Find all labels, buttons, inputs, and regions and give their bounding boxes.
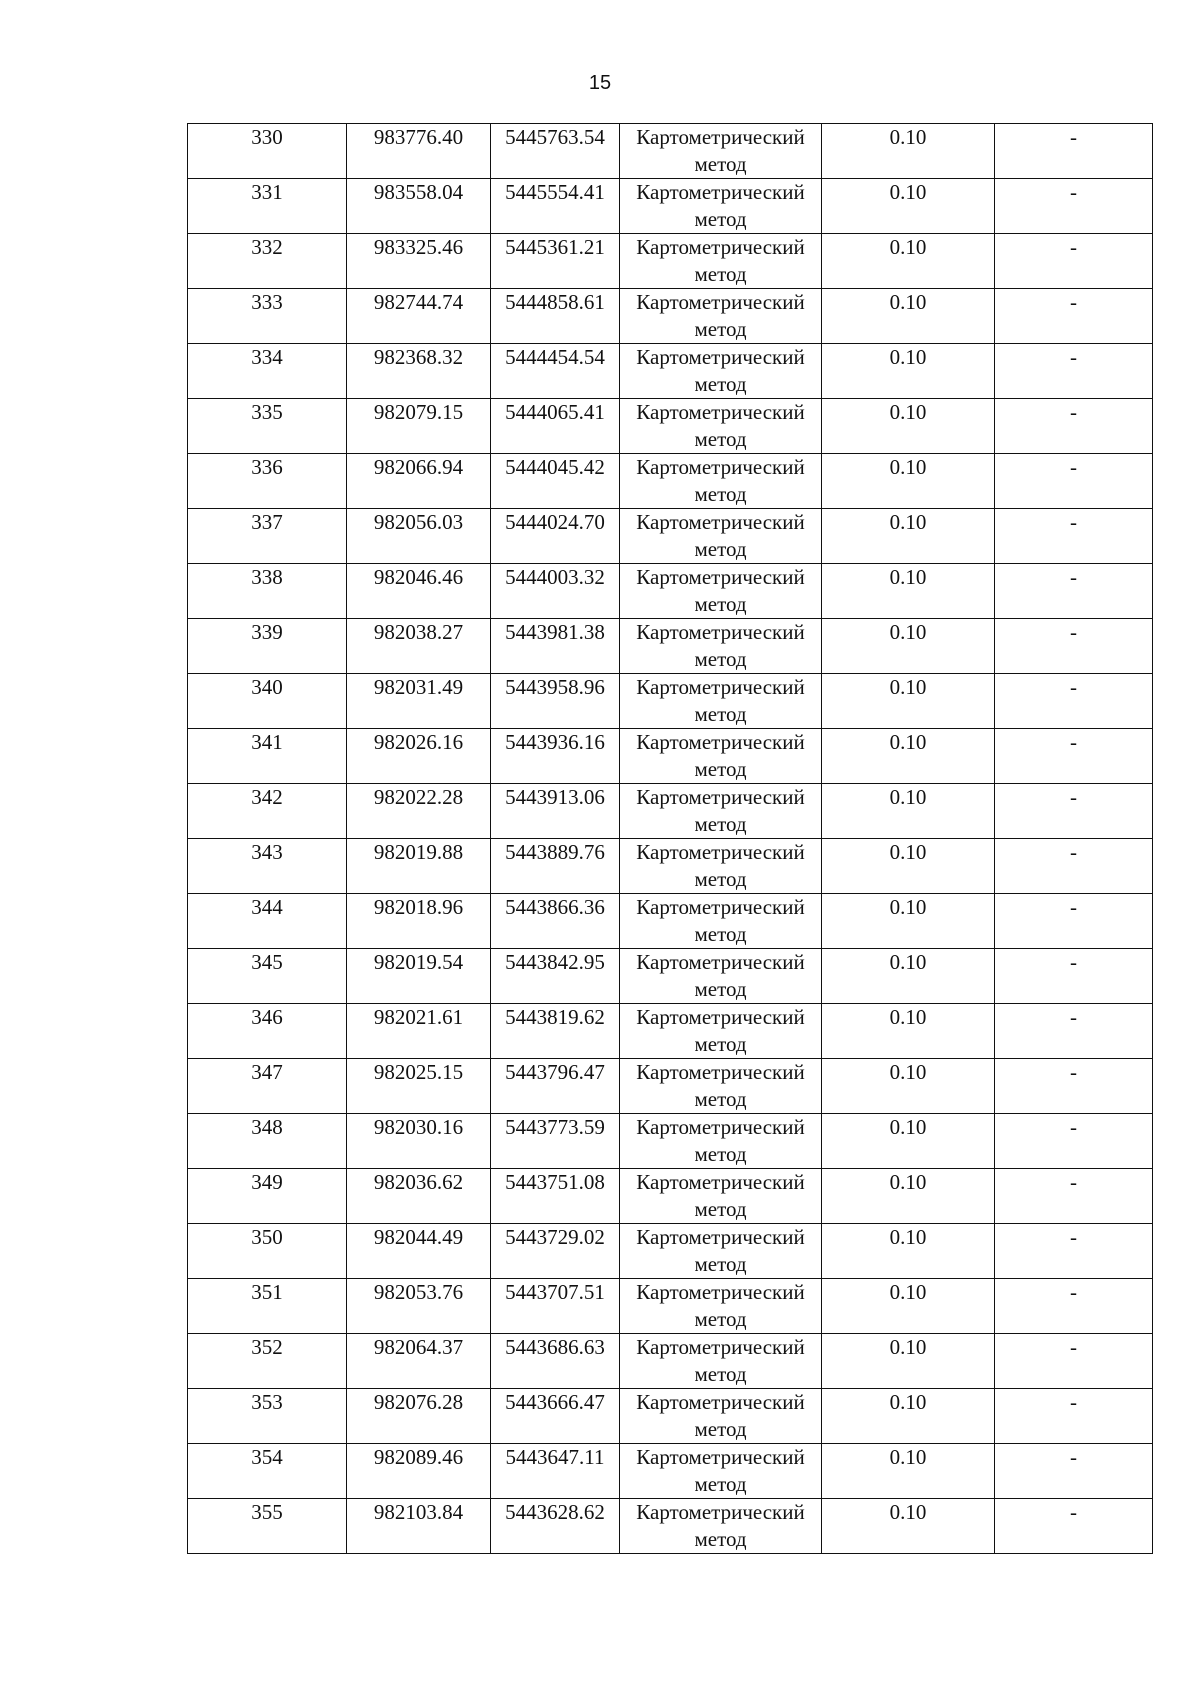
table-row bbox=[188, 1389, 1153, 1444]
accuracy-cell: 0.10 bbox=[822, 564, 995, 619]
table-row bbox=[188, 1444, 1153, 1499]
x-coordinate-cell: 982056.03 bbox=[347, 509, 491, 564]
note-cell: - bbox=[995, 1444, 1153, 1499]
y-coordinate-cell: 5443707.51 bbox=[491, 1279, 620, 1334]
method-cell: Картометрический метод bbox=[620, 454, 822, 509]
point-number-cell: 334 bbox=[188, 344, 347, 399]
point-number-cell: 336 bbox=[188, 454, 347, 509]
point-number-cell: 335 bbox=[188, 399, 347, 454]
note-cell: - bbox=[995, 1279, 1153, 1334]
method-cell: Картометрический метод bbox=[620, 1224, 822, 1279]
table-row bbox=[188, 124, 1153, 179]
x-coordinate-cell: 982026.16 bbox=[347, 729, 491, 784]
y-coordinate-cell: 5443751.08 bbox=[491, 1169, 620, 1224]
method-cell: Картометрический метод bbox=[620, 1444, 822, 1499]
method-cell: Картометрический метод bbox=[620, 894, 822, 949]
y-coordinate-cell: 5443889.76 bbox=[491, 839, 620, 894]
y-coordinate-cell: 5443819.62 bbox=[491, 1004, 620, 1059]
note-cell: - bbox=[995, 894, 1153, 949]
x-coordinate-cell: 982064.37 bbox=[347, 1334, 491, 1389]
table-row bbox=[188, 289, 1153, 344]
page-number: 15 bbox=[588, 72, 612, 94]
y-coordinate-cell: 5443913.06 bbox=[491, 784, 620, 839]
table-row bbox=[188, 949, 1153, 1004]
note-cell: - bbox=[995, 619, 1153, 674]
accuracy-cell: 0.10 bbox=[822, 344, 995, 399]
note-cell: - bbox=[995, 564, 1153, 619]
point-number-cell: 341 bbox=[188, 729, 347, 784]
method-cell: Картометрический метод bbox=[620, 1169, 822, 1224]
x-coordinate-cell: 982046.46 bbox=[347, 564, 491, 619]
y-coordinate-cell: 5445554.41 bbox=[491, 179, 620, 234]
method-cell: Картометрический метод bbox=[620, 124, 822, 179]
point-number-cell: 332 bbox=[188, 234, 347, 289]
method-cell: Картометрический метод bbox=[620, 399, 822, 454]
point-number-cell: 330 bbox=[188, 124, 347, 179]
x-coordinate-cell: 983558.04 bbox=[347, 179, 491, 234]
point-number-cell: 340 bbox=[188, 674, 347, 729]
note-cell: - bbox=[995, 344, 1153, 399]
point-number-cell: 349 bbox=[188, 1169, 347, 1224]
method-cell: Картометрический метод bbox=[620, 1279, 822, 1334]
note-cell: - bbox=[995, 234, 1153, 289]
x-coordinate-cell: 982053.76 bbox=[347, 1279, 491, 1334]
y-coordinate-cell: 5443647.11 bbox=[491, 1444, 620, 1499]
table-row bbox=[188, 1224, 1153, 1279]
method-cell: Картометрический метод bbox=[620, 1059, 822, 1114]
accuracy-cell: 0.10 bbox=[822, 509, 995, 564]
table-row bbox=[188, 1114, 1153, 1169]
accuracy-cell: 0.10 bbox=[822, 839, 995, 894]
accuracy-cell: 0.10 bbox=[822, 1059, 995, 1114]
method-cell: Картометрический метод bbox=[620, 949, 822, 1004]
point-number-cell: 337 bbox=[188, 509, 347, 564]
table-row bbox=[188, 839, 1153, 894]
note-cell: - bbox=[995, 949, 1153, 1004]
x-coordinate-cell: 982368.32 bbox=[347, 344, 491, 399]
note-cell: - bbox=[995, 784, 1153, 839]
y-coordinate-cell: 5443796.47 bbox=[491, 1059, 620, 1114]
table-row bbox=[188, 234, 1153, 289]
x-coordinate-cell: 982044.49 bbox=[347, 1224, 491, 1279]
y-coordinate-cell: 5443666.47 bbox=[491, 1389, 620, 1444]
table-row bbox=[188, 619, 1153, 674]
point-number-cell: 353 bbox=[188, 1389, 347, 1444]
coordinates-table bbox=[187, 123, 1153, 1554]
method-cell: Картометрический метод bbox=[620, 234, 822, 289]
x-coordinate-cell: 982038.27 bbox=[347, 619, 491, 674]
table-row bbox=[188, 1334, 1153, 1389]
table-row bbox=[188, 894, 1153, 949]
accuracy-cell: 0.10 bbox=[822, 124, 995, 179]
accuracy-cell: 0.10 bbox=[822, 399, 995, 454]
x-coordinate-cell: 982019.88 bbox=[347, 839, 491, 894]
y-coordinate-cell: 5443686.63 bbox=[491, 1334, 620, 1389]
table-row bbox=[188, 1059, 1153, 1114]
method-cell: Картометрический метод bbox=[620, 179, 822, 234]
point-number-cell: 355 bbox=[188, 1499, 347, 1554]
x-coordinate-cell: 982018.96 bbox=[347, 894, 491, 949]
method-cell: Картометрический метод bbox=[620, 1004, 822, 1059]
accuracy-cell: 0.10 bbox=[822, 1334, 995, 1389]
point-number-cell: 338 bbox=[188, 564, 347, 619]
x-coordinate-cell: 982030.16 bbox=[347, 1114, 491, 1169]
y-coordinate-cell: 5444024.70 bbox=[491, 509, 620, 564]
method-cell: Картометрический метод bbox=[620, 619, 822, 674]
accuracy-cell: 0.10 bbox=[822, 234, 995, 289]
note-cell: - bbox=[995, 1499, 1153, 1554]
point-number-cell: 344 bbox=[188, 894, 347, 949]
note-cell: - bbox=[995, 1169, 1153, 1224]
accuracy-cell: 0.10 bbox=[822, 289, 995, 344]
table-row bbox=[188, 399, 1153, 454]
table-row bbox=[188, 344, 1153, 399]
point-number-cell: 339 bbox=[188, 619, 347, 674]
point-number-cell: 348 bbox=[188, 1114, 347, 1169]
y-coordinate-cell: 5444065.41 bbox=[491, 399, 620, 454]
method-cell: Картометрический метод bbox=[620, 1114, 822, 1169]
y-coordinate-cell: 5443981.38 bbox=[491, 619, 620, 674]
note-cell: - bbox=[995, 729, 1153, 784]
method-cell: Картометрический метод bbox=[620, 674, 822, 729]
method-cell: Картометрический метод bbox=[620, 509, 822, 564]
y-coordinate-cell: 5443866.36 bbox=[491, 894, 620, 949]
y-coordinate-cell: 5443936.16 bbox=[491, 729, 620, 784]
accuracy-cell: 0.10 bbox=[822, 1279, 995, 1334]
point-number-cell: 333 bbox=[188, 289, 347, 344]
note-cell: - bbox=[995, 454, 1153, 509]
method-cell: Картометрический метод bbox=[620, 784, 822, 839]
table-row bbox=[188, 1004, 1153, 1059]
x-coordinate-cell: 982076.28 bbox=[347, 1389, 491, 1444]
accuracy-cell: 0.10 bbox=[822, 674, 995, 729]
note-cell: - bbox=[995, 509, 1153, 564]
y-coordinate-cell: 5443628.62 bbox=[491, 1499, 620, 1554]
method-cell: Картометрический метод bbox=[620, 729, 822, 784]
x-coordinate-cell: 982022.28 bbox=[347, 784, 491, 839]
point-number-cell: 331 bbox=[188, 179, 347, 234]
table-row bbox=[188, 784, 1153, 839]
y-coordinate-cell: 5444454.54 bbox=[491, 344, 620, 399]
method-cell: Картометрический метод bbox=[620, 344, 822, 399]
note-cell: - bbox=[995, 1389, 1153, 1444]
note-cell: - bbox=[995, 839, 1153, 894]
method-cell: Картометрический метод bbox=[620, 289, 822, 344]
x-coordinate-cell: 983776.40 bbox=[347, 124, 491, 179]
accuracy-cell: 0.10 bbox=[822, 1169, 995, 1224]
y-coordinate-cell: 5443958.96 bbox=[491, 674, 620, 729]
y-coordinate-cell: 5444045.42 bbox=[491, 454, 620, 509]
y-coordinate-cell: 5443773.59 bbox=[491, 1114, 620, 1169]
table-row bbox=[188, 729, 1153, 784]
accuracy-cell: 0.10 bbox=[822, 784, 995, 839]
table-row bbox=[188, 454, 1153, 509]
method-cell: Картометрический метод bbox=[620, 1334, 822, 1389]
note-cell: - bbox=[995, 1004, 1153, 1059]
accuracy-cell: 0.10 bbox=[822, 1114, 995, 1169]
table-row bbox=[188, 179, 1153, 234]
point-number-cell: 346 bbox=[188, 1004, 347, 1059]
note-cell: - bbox=[995, 1334, 1153, 1389]
accuracy-cell: 0.10 bbox=[822, 729, 995, 784]
point-number-cell: 352 bbox=[188, 1334, 347, 1389]
accuracy-cell: 0.10 bbox=[822, 619, 995, 674]
x-coordinate-cell: 983325.46 bbox=[347, 234, 491, 289]
y-coordinate-cell: 5443729.02 bbox=[491, 1224, 620, 1279]
accuracy-cell: 0.10 bbox=[822, 1444, 995, 1499]
coordinates-table-body bbox=[188, 124, 1153, 1554]
y-coordinate-cell: 5445763.54 bbox=[491, 124, 620, 179]
note-cell: - bbox=[995, 289, 1153, 344]
note-cell: - bbox=[995, 399, 1153, 454]
y-coordinate-cell: 5443842.95 bbox=[491, 949, 620, 1004]
x-coordinate-cell: 982744.74 bbox=[347, 289, 491, 344]
accuracy-cell: 0.10 bbox=[822, 1499, 995, 1554]
point-number-cell: 345 bbox=[188, 949, 347, 1004]
accuracy-cell: 0.10 bbox=[822, 949, 995, 1004]
method-cell: Картометрический метод bbox=[620, 1499, 822, 1554]
note-cell: - bbox=[995, 179, 1153, 234]
note-cell: - bbox=[995, 674, 1153, 729]
note-cell: - bbox=[995, 1114, 1153, 1169]
x-coordinate-cell: 982025.15 bbox=[347, 1059, 491, 1114]
point-number-cell: 347 bbox=[188, 1059, 347, 1114]
y-coordinate-cell: 5444858.61 bbox=[491, 289, 620, 344]
accuracy-cell: 0.10 bbox=[822, 179, 995, 234]
point-number-cell: 350 bbox=[188, 1224, 347, 1279]
note-cell: - bbox=[995, 1224, 1153, 1279]
point-number-cell: 354 bbox=[188, 1444, 347, 1499]
accuracy-cell: 0.10 bbox=[822, 894, 995, 949]
note-cell: - bbox=[995, 1059, 1153, 1114]
accuracy-cell: 0.10 bbox=[822, 1224, 995, 1279]
method-cell: Картометрический метод bbox=[620, 839, 822, 894]
y-coordinate-cell: 5444003.32 bbox=[491, 564, 620, 619]
table-row bbox=[188, 564, 1153, 619]
point-number-cell: 342 bbox=[188, 784, 347, 839]
x-coordinate-cell: 982019.54 bbox=[347, 949, 491, 1004]
note-cell: - bbox=[995, 124, 1153, 179]
table-row bbox=[188, 1169, 1153, 1224]
point-number-cell: 343 bbox=[188, 839, 347, 894]
table-row bbox=[188, 1279, 1153, 1334]
x-coordinate-cell: 982066.94 bbox=[347, 454, 491, 509]
accuracy-cell: 0.10 bbox=[822, 1004, 995, 1059]
method-cell: Картометрический метод bbox=[620, 564, 822, 619]
accuracy-cell: 0.10 bbox=[822, 454, 995, 509]
x-coordinate-cell: 982089.46 bbox=[347, 1444, 491, 1499]
x-coordinate-cell: 982021.61 bbox=[347, 1004, 491, 1059]
method-cell: Картометрический метод bbox=[620, 1389, 822, 1444]
table-row bbox=[188, 1499, 1153, 1554]
y-coordinate-cell: 5445361.21 bbox=[491, 234, 620, 289]
table-row bbox=[188, 674, 1153, 729]
x-coordinate-cell: 982036.62 bbox=[347, 1169, 491, 1224]
table-row bbox=[188, 509, 1153, 564]
x-coordinate-cell: 982079.15 bbox=[347, 399, 491, 454]
point-number-cell: 351 bbox=[188, 1279, 347, 1334]
accuracy-cell: 0.10 bbox=[822, 1389, 995, 1444]
x-coordinate-cell: 982031.49 bbox=[347, 674, 491, 729]
x-coordinate-cell: 982103.84 bbox=[347, 1499, 491, 1554]
